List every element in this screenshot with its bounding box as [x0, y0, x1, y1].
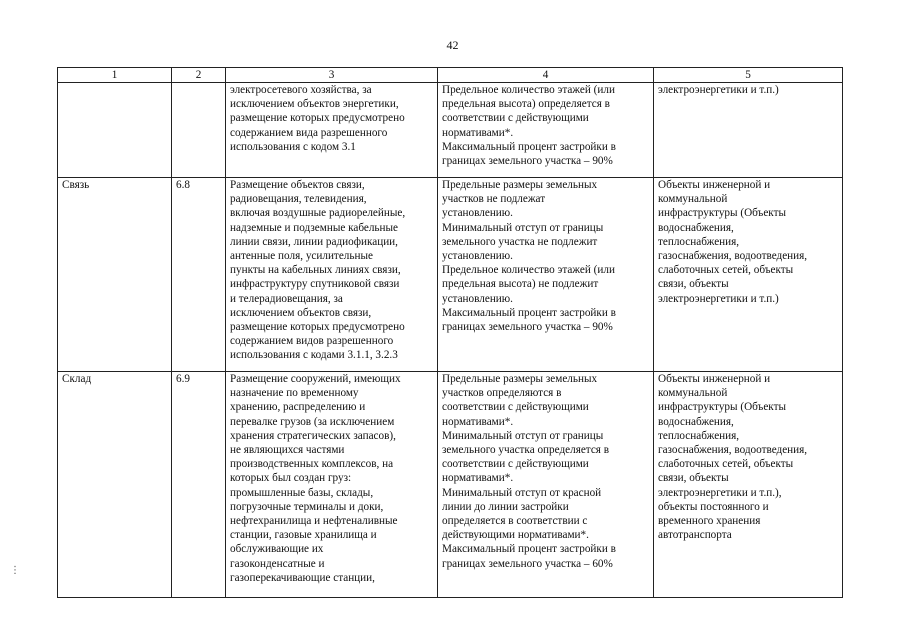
use-name-cell: Связь	[58, 178, 172, 372]
table-row	[58, 83, 843, 178]
use-code-cell: 6.9	[172, 372, 226, 598]
use-description-cell: Размещение сооружений, имеющих назначение по временному хранению, распределению и перевалке грузов (за исключением хранения стратегических запасов), не являющихся частями производственных комплексов, на которых был создан груз: промышленные базы, склады, погрузочные терминалы и доки, нефтехранилища и нефтеналивные станции, газовые хранилища и обслуживающие их газоконденсатные и газоперекачивающие станции,	[226, 372, 438, 598]
use-code-cell	[172, 83, 226, 178]
regulations-table	[57, 67, 843, 598]
use-name-cell: Склад	[58, 372, 172, 598]
use-name-cell	[58, 83, 172, 178]
related-objects-cell: Объекты инженерной и коммунальной инфраструктуры (Объекты водоснабжения, теплоснабжения, газоснабжения, водоотведения, слаботочных сетей, объекты связи, объекты электроэнергетики и т.п.)	[654, 178, 843, 372]
column-header: 5	[654, 68, 843, 83]
column-header: 4	[438, 68, 654, 83]
table-row	[58, 372, 843, 598]
parameters-cell: Предельное количество этажей (или предельная высота) определяется в соответствии с действующими нормативами*. Максимальный процент застройки в границах земельного участка – 90%	[438, 83, 654, 178]
use-description-cell: Размещение объектов связи, радиовещания, телевидения, включая воздушные радиорелейные, надземные и подземные кабельные линии связи, линии радиофикации, антенные поля, усилительные пункты на кабельных линиях связи, инфраструктуру спутниковой связи и телерадиовещания, за исключением объектов связи, размещение которых предусмотрено содержанием видов разрешенного использования с кодами 3.1.1, 3.2.3	[226, 178, 438, 372]
table-row	[58, 178, 843, 372]
use-code-cell: 6.8	[172, 178, 226, 372]
page-number: 42	[446, 38, 459, 52]
scan-margin-mark: ⋮	[10, 565, 20, 576]
parameters-cell: Предельные размеры земельных участков не подлежат установлению. Минимальный отступ от границы земельного участка не подлежит установлению. Предельное количество этажей (или предельная высота) не подлежит установлению. Максимальный процент застройки в границах земельного участка – 90%	[438, 178, 654, 372]
column-header: 3	[226, 68, 438, 83]
use-description-cell: электросетевого хозяйства, за исключением объектов энергетики, размещение которых предусмотрено содержанием вида разрешенного использования с кодом 3.1	[226, 83, 438, 178]
related-objects-cell: электроэнергетики и т.п.)	[654, 83, 843, 178]
table-header-row	[58, 68, 843, 83]
column-header: 2	[172, 68, 226, 83]
related-objects-cell: Объекты инженерной и коммунальной инфраструктуры (Объекты водоснабжения, теплоснабжения, газоснабжения, водоотведения, слаботочных сетей, объекты связи, объекты электроэнергетики и т.п.), объекты постоянного и временного хранения автотранспорта	[654, 372, 843, 598]
column-header: 1	[58, 68, 172, 83]
parameters-cell: Предельные размеры земельных участков определяются в соответствии с действующими нормативами*. Минимальный отступ от границы земельного участка определяется в соответствии с действующими нормативами*. Минимальный отступ от красной линии до линии застройки определяется в соответствии с действующими нормативами*. Максимальный процент застройки в границах земельного участка – 60%	[438, 372, 654, 598]
